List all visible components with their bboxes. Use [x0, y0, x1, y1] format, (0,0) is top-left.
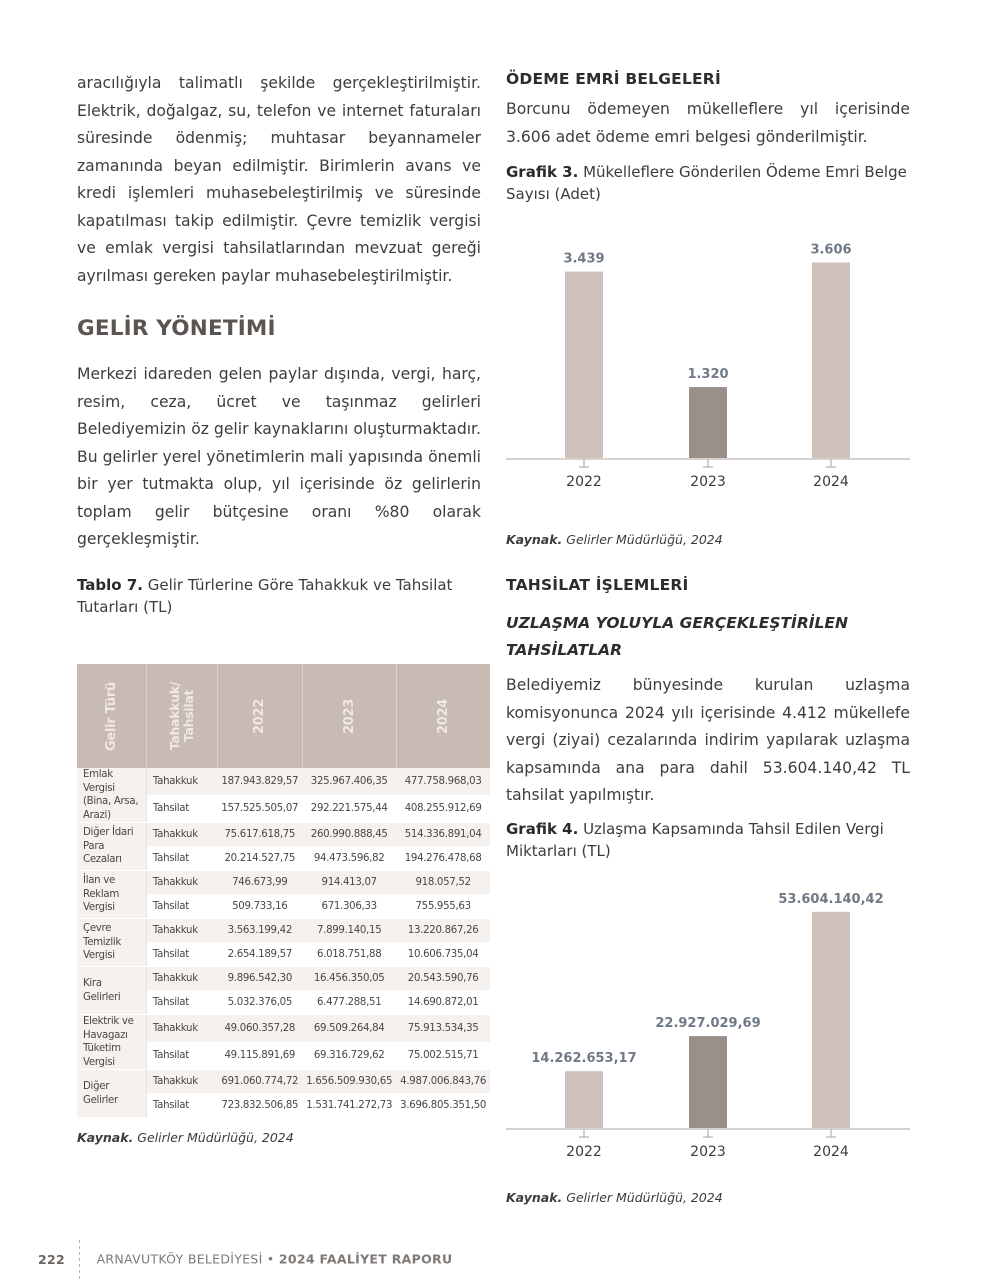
cell-amount: 691.060.774,72 — [217, 1070, 302, 1094]
cell-amount: 5.032.376,05 — [217, 991, 302, 1015]
chart3-source — [506, 532, 723, 547]
table-row — [77, 919, 490, 943]
chart3-source-text: Gelirler Müdürlüğü, 2024 — [566, 532, 723, 547]
x-tick-label-2023: 2023 — [690, 474, 726, 490]
table-header-row — [77, 664, 490, 768]
cell-amount: 723.832.506,85 — [217, 1094, 302, 1118]
cell-kind: Tahakkuk — [146, 1015, 217, 1043]
footer-org: ARNAVUTKÖY BELEDİYESİ — [96, 1251, 263, 1267]
chart4-source-text: Gelirler Müdürlüğü, 2024 — [566, 1190, 723, 1205]
cell-kind: Tahakkuk — [146, 1070, 217, 1094]
header-2024: 2024 — [396, 664, 490, 768]
tahsilat-title: TAHSİLAT İŞLEMLERİ — [506, 576, 689, 594]
table-source-label: Kaynak. — [77, 1130, 134, 1145]
chart-odeme-emri — [506, 218, 916, 502]
intro-paragraph: aracılığıyla talimatlı şekilde gerçekleştirilmiştir. Elektrik, doğalgaz, su, telefon ve internet faturaları süresinde ödenmiş; muhtasar beyannameler zamanında beyan edilmiştir. Birimlerin avans ve kredi işlemleri muhasebeleştirilmiş ve süresinde kapatılması takip edilmiştir. Çevre temizlik vergisi ve emlak vergisi tahsilatlarından mevzuat gereği ayrılması gereken paylar muhasebeleştirilmiştir. — [77, 74, 481, 285]
cell-amount: 746.673,99 — [217, 871, 302, 895]
cell-gelir-turu: Kira Gelirleri — [77, 967, 146, 1015]
cell-amount: 157.525.505,07 — [217, 795, 302, 822]
cell-amount: 325.967.406,35 — [302, 768, 396, 795]
bar-2022 — [565, 272, 603, 459]
cell-amount: 14.690.872,01 — [396, 991, 490, 1015]
data-label-2023: 1.320 — [687, 367, 729, 383]
cell-amount: 75.913.534,35 — [396, 1015, 490, 1043]
cell-kind: Tahakkuk — [146, 823, 217, 847]
page-footer — [38, 1240, 452, 1280]
table-row — [77, 823, 490, 847]
data-label-2024: 53.604.140,42 — [778, 891, 884, 907]
x-tick-label-2022: 2022 — [566, 1144, 602, 1160]
cell-amount: 16.456.350,05 — [302, 967, 396, 991]
cell-kind: Tahsilat — [146, 943, 217, 967]
section-paragraph: Merkezi idareden gelen paylar dışında, vergi, harç, resim, ceza, ücret ve taşınmaz gelirleri Belediyemizin öz gelir kaynaklarını oluşturmaktadır. Bu gelirler yerel yönetimlerin mali yapısında önemli bir yer tutmakta olup, yıl içerisinde öz gelirlerin toplam gelir bütçesine oranı %80 olarak gerçekleşmiştir. — [77, 365, 481, 548]
cell-kind: Tahsilat — [146, 1042, 217, 1070]
cell-kind: Tahsilat — [146, 847, 217, 871]
cell-amount: 292.221.575,44 — [302, 795, 396, 822]
table-row — [77, 1070, 490, 1094]
chart4-source-label: Kaynak. — [506, 1190, 563, 1205]
cell-amount: 671.306,33 — [302, 895, 396, 919]
data-label-2022: 14.262.653,17 — [531, 1051, 637, 1067]
cell-amount: 10.606.735,04 — [396, 943, 490, 967]
cell-amount: 20.214.527,75 — [217, 847, 302, 871]
chart3-caption-text: Mükelleflere Gönderilen Ödeme Emri Belge Sayısı (Adet) — [506, 163, 907, 203]
cell-gelir-turu: Diğer Gelirler — [77, 1070, 146, 1118]
bar-2022 — [565, 1071, 603, 1129]
cell-amount: 194.276.478,68 — [396, 847, 490, 871]
x-tick-label-2022: 2022 — [566, 474, 602, 490]
table-caption-label: Tablo 7. — [77, 575, 143, 594]
cell-kind: Tahsilat — [146, 1094, 217, 1118]
cell-gelir-turu: İlan ve Reklam Vergisi — [77, 871, 146, 919]
cell-amount: 20.543.590,76 — [396, 967, 490, 991]
cell-amount: 260.990.888,45 — [302, 823, 396, 847]
footer-separator: • — [266, 1251, 275, 1267]
cell-amount: 13.220.867,26 — [396, 919, 490, 943]
chart4-source — [506, 1190, 723, 1205]
table-row — [77, 1015, 490, 1043]
cell-amount: 7.899.140,15 — [302, 919, 396, 943]
chart-odeme-emri-svg — [506, 218, 916, 498]
cell-kind: Tahsilat — [146, 795, 217, 822]
table-row — [77, 871, 490, 895]
cell-amount: 75.002.515,71 — [396, 1042, 490, 1070]
cell-gelir-turu: Diğer İdari Para Cezaları — [77, 823, 146, 871]
cell-kind: Tahsilat — [146, 895, 217, 919]
cell-kind: Tahakkuk — [146, 919, 217, 943]
data-label-2022: 3.439 — [563, 251, 605, 267]
table-source-text: Gelirler Müdürlüğü, 2024 — [137, 1130, 294, 1145]
cell-amount: 49.060.357,28 — [217, 1015, 302, 1043]
right-column — [506, 70, 910, 205]
cell-amount: 1.656.509.930,65 — [302, 1070, 396, 1094]
x-tick-label-2023: 2023 — [690, 1144, 726, 1160]
cell-amount: 3.563.199,42 — [217, 919, 302, 943]
chart4-caption-text: Uzlaşma Kapsamında Tahsil Edilen Vergi Miktarları (TL) — [506, 819, 884, 860]
header-tahakkuk-tahsilat: Tahakkuk/ Tahsilat — [146, 664, 217, 768]
bar-2023 — [689, 1036, 727, 1129]
chart3-source-label: Kaynak. — [506, 532, 563, 547]
cell-amount: 755.955,63 — [396, 895, 490, 919]
table-caption-text: Gelir Türlerine Göre Tahakkuk ve Tahsilat Tutarları (TL) — [77, 575, 453, 616]
page-number: 222 — [38, 1251, 65, 1267]
chart4-caption — [506, 818, 910, 862]
cell-amount: 69.509.264,84 — [302, 1015, 396, 1043]
cell-amount: 9.896.542,30 — [217, 967, 302, 991]
cell-amount: 509.733,16 — [217, 895, 302, 919]
cell-amount: 187.943.829,57 — [217, 768, 302, 795]
left-column — [77, 70, 481, 618]
cell-amount: 6.018.751,88 — [302, 943, 396, 967]
data-label-2023: 22.927.029,69 — [655, 1016, 761, 1032]
cell-amount: 49.115.891,69 — [217, 1042, 302, 1070]
chart-uzlasma — [506, 872, 916, 1171]
cell-amount: 408.255.912,69 — [396, 795, 490, 822]
bar-2023 — [689, 387, 727, 459]
cell-amount: 2.654.189,57 — [217, 943, 302, 967]
table-row — [77, 768, 490, 795]
header-gelir-turu: Gelir Türü — [77, 664, 146, 768]
header-2022: 2022 — [217, 664, 302, 768]
cell-kind: Tahakkuk — [146, 768, 217, 795]
x-tick-label-2024: 2024 — [813, 474, 849, 490]
odeme-paragraph: Borcunu ödemeyen mükelleflere yıl içerisinde 3.606 adet ödeme emri belgesi gönderilmiştir. — [506, 100, 910, 146]
tahsilat-block — [506, 576, 910, 862]
chart3-caption-label: Grafik 3. — [506, 163, 579, 181]
table-row — [77, 967, 490, 991]
x-tick-label-2024: 2024 — [813, 1144, 849, 1160]
cell-kind: Tahakkuk — [146, 871, 217, 895]
cell-amount: 3.696.805.351,50 — [396, 1094, 490, 1118]
footer-divider — [79, 1240, 80, 1280]
cell-gelir-turu: Elektrik ve Havagazı Tüketim Vergisi — [77, 1015, 146, 1070]
data-label-2024: 3.606 — [810, 242, 852, 258]
header-2023: 2023 — [302, 664, 396, 768]
revenue-table — [77, 664, 487, 1145]
cell-amount: 94.473.596,82 — [302, 847, 396, 871]
uzlasma-title: UZLAŞMA YOLUYLA GERÇEKLEŞTİRİLEN TAHSİLATLAR — [506, 614, 848, 659]
cell-amount: 477.758.968,03 — [396, 768, 490, 795]
table-caption — [77, 574, 481, 618]
cell-gelir-turu: Çevre Temizlik Vergisi — [77, 919, 146, 967]
footer-report: 2024 FAALİYET RAPORU — [278, 1251, 453, 1267]
table-source — [77, 1130, 483, 1145]
cell-kind: Tahakkuk — [146, 967, 217, 991]
cell-kind: Tahsilat — [146, 991, 217, 1015]
uzlasma-paragraph: Belediyemiz bünyesinde kurulan uzlaşma komisyonunca 2024 yılı içerisinde 4.412 mükellefe vergi (ziyai) cezalarında indirim yapılarak uzlaşma kapsamında ana para dahil 53.604.140,42 TL tahsilat yapılmıştır. — [506, 676, 910, 804]
chart-uzlasma-svg — [506, 872, 916, 1167]
cell-amount: 69.316.729,62 — [302, 1042, 396, 1070]
chart3-caption — [506, 161, 910, 205]
bar-2024 — [812, 262, 850, 459]
cell-amount: 75.617.618,75 — [217, 823, 302, 847]
cell-amount: 514.336.891,04 — [396, 823, 490, 847]
odeme-title: ÖDEME EMRİ BELGELERİ — [506, 70, 721, 88]
bar-2024 — [812, 912, 850, 1129]
cell-amount: 4.987.006.843,76 — [396, 1070, 490, 1094]
cell-amount: 6.477.288,51 — [302, 991, 396, 1015]
cell-amount: 1.531.741.272,73 — [302, 1094, 396, 1118]
section-title: GELİR YÖNETİMİ — [77, 316, 276, 341]
chart4-caption-label: Grafik 4. — [506, 819, 579, 838]
cell-gelir-turu: Emlak Vergisi (Bina, Arsa, Arazi) — [77, 768, 146, 823]
cell-amount: 914.413,07 — [302, 871, 396, 895]
cell-amount: 918.057,52 — [396, 871, 490, 895]
